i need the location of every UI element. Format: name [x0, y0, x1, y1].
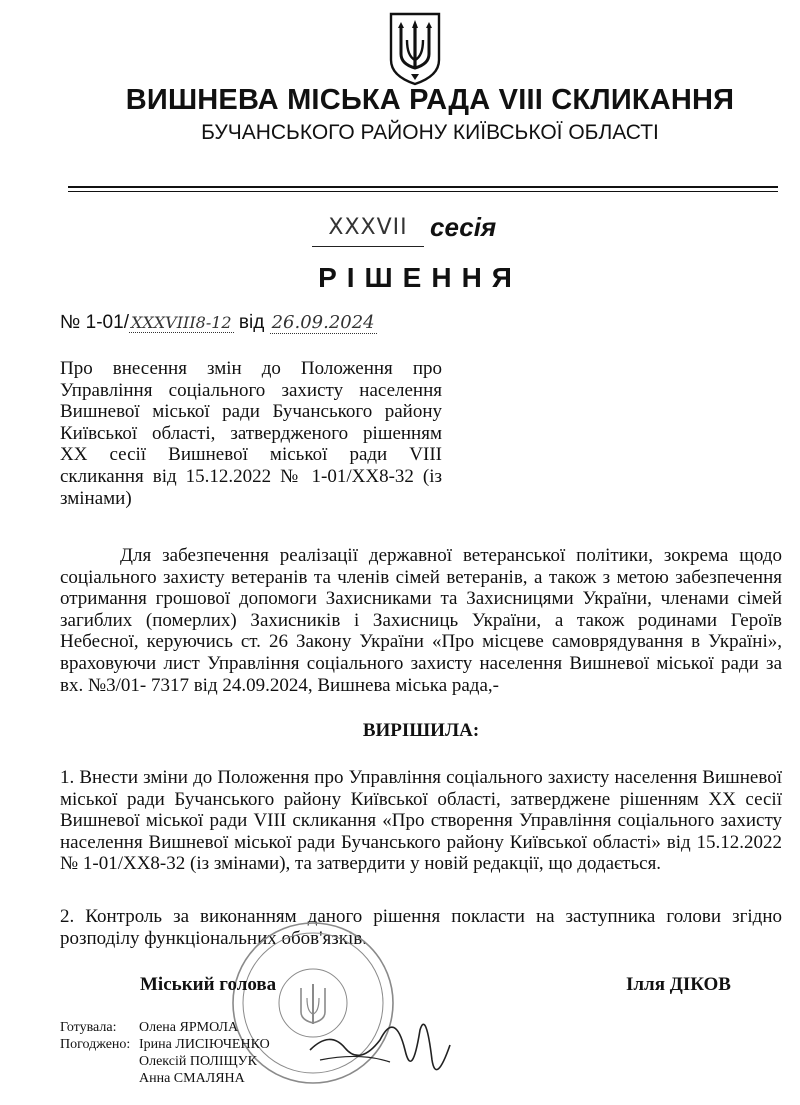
decision-date-handwritten: 26.09.2024	[271, 312, 375, 333]
signature-title: Міський голова	[140, 974, 277, 995]
agreed-by-1: Ірина ЛИСІЮЧЕНКО	[139, 1037, 270, 1052]
header-divider	[68, 186, 778, 188]
agreed-label: Погоджено:	[60, 1037, 131, 1052]
agreed-by-2: Олексій ПОЛІЩУК	[139, 1054, 257, 1069]
preamble-paragraph: Для забезпечення реалізації державної ветеранської політики, зокрема щодо соціального захисту ветеранів та членів сімей ветеранів, а також з метою забезпечення отримання грошової допомоги Захисниками та Захисницями України, членами сімей загиблих (померлих) Захисників і Захисниць України, а також родинами Героїв Небесної, керуючись ст. 26 Закону України «Про місцеве самоврядування в Україні», враховуючи лист Управління соціального захисту населення Вишневої міської ради за вх. №3/01- 7317 від 24.09.2024, Вишнева міська рада,-	[60, 545, 782, 696]
session-label: сесія	[430, 212, 497, 242]
session-number-handwritten: XXXVII	[312, 212, 424, 247]
signature-name: Ілля ДІКОВ	[626, 974, 731, 995]
council-name: ВИШНЕВА МІСЬКА РАДА VIII СКЛИКАННЯ	[125, 84, 735, 116]
decision-number-line	[60, 312, 377, 334]
decision-item-2: 2. Контроль за виконанням даного рішення покласти на заступника голови згідно розподілу функціональних обов'язків.	[60, 906, 782, 949]
decision-number-handwritten: XXXVIII8-12	[130, 313, 232, 332]
agreed-by-3: Анна СМАЛЯНА	[139, 1071, 245, 1086]
decision-item-1: 1. Внести зміни до Положення про Управління соціального захисту населення Вишневої міської ради Бучанського району Київської області, затверджене рішенням XX сесії Вишневої міської ради VIII скликання «Про створення Управління соціального захисту населення Вишневої міської ради Бучанського району Київської області» від 15.12.2022 № 1-01/XX8-32 (із змінами), та затвердити у новій редакції, що додається.	[60, 767, 782, 875]
decision-number-prefix: № 1-01/	[60, 312, 129, 333]
decision-subject: Про внесення змін до Положення про Управління соціального захисту населення Вишневої міської ради Бучанського району Київської області, затвердженого рішенням XX сесії Вишневої міської ради VIII скликання від 15.12.2022 № 1-01/XX8-32 (із змінами)	[60, 358, 442, 509]
header-divider-thin	[68, 191, 778, 192]
prepared-by: Олена ЯРМОЛА	[139, 1020, 239, 1035]
document-title: РІШЕННЯ	[318, 262, 522, 293]
prepared-label: Готувала:	[60, 1020, 117, 1035]
decision-date-label: від	[238, 312, 265, 333]
trident-coat-of-arms-icon	[385, 10, 445, 88]
signature-scribble-icon	[300, 990, 460, 1100]
district-name: БУЧАНСЬКОГО РАЙОНУ КИЇВСЬКОЇ ОБЛАСТІ	[201, 121, 659, 144]
resolved-heading: ВИРІШИЛА:	[362, 720, 480, 741]
